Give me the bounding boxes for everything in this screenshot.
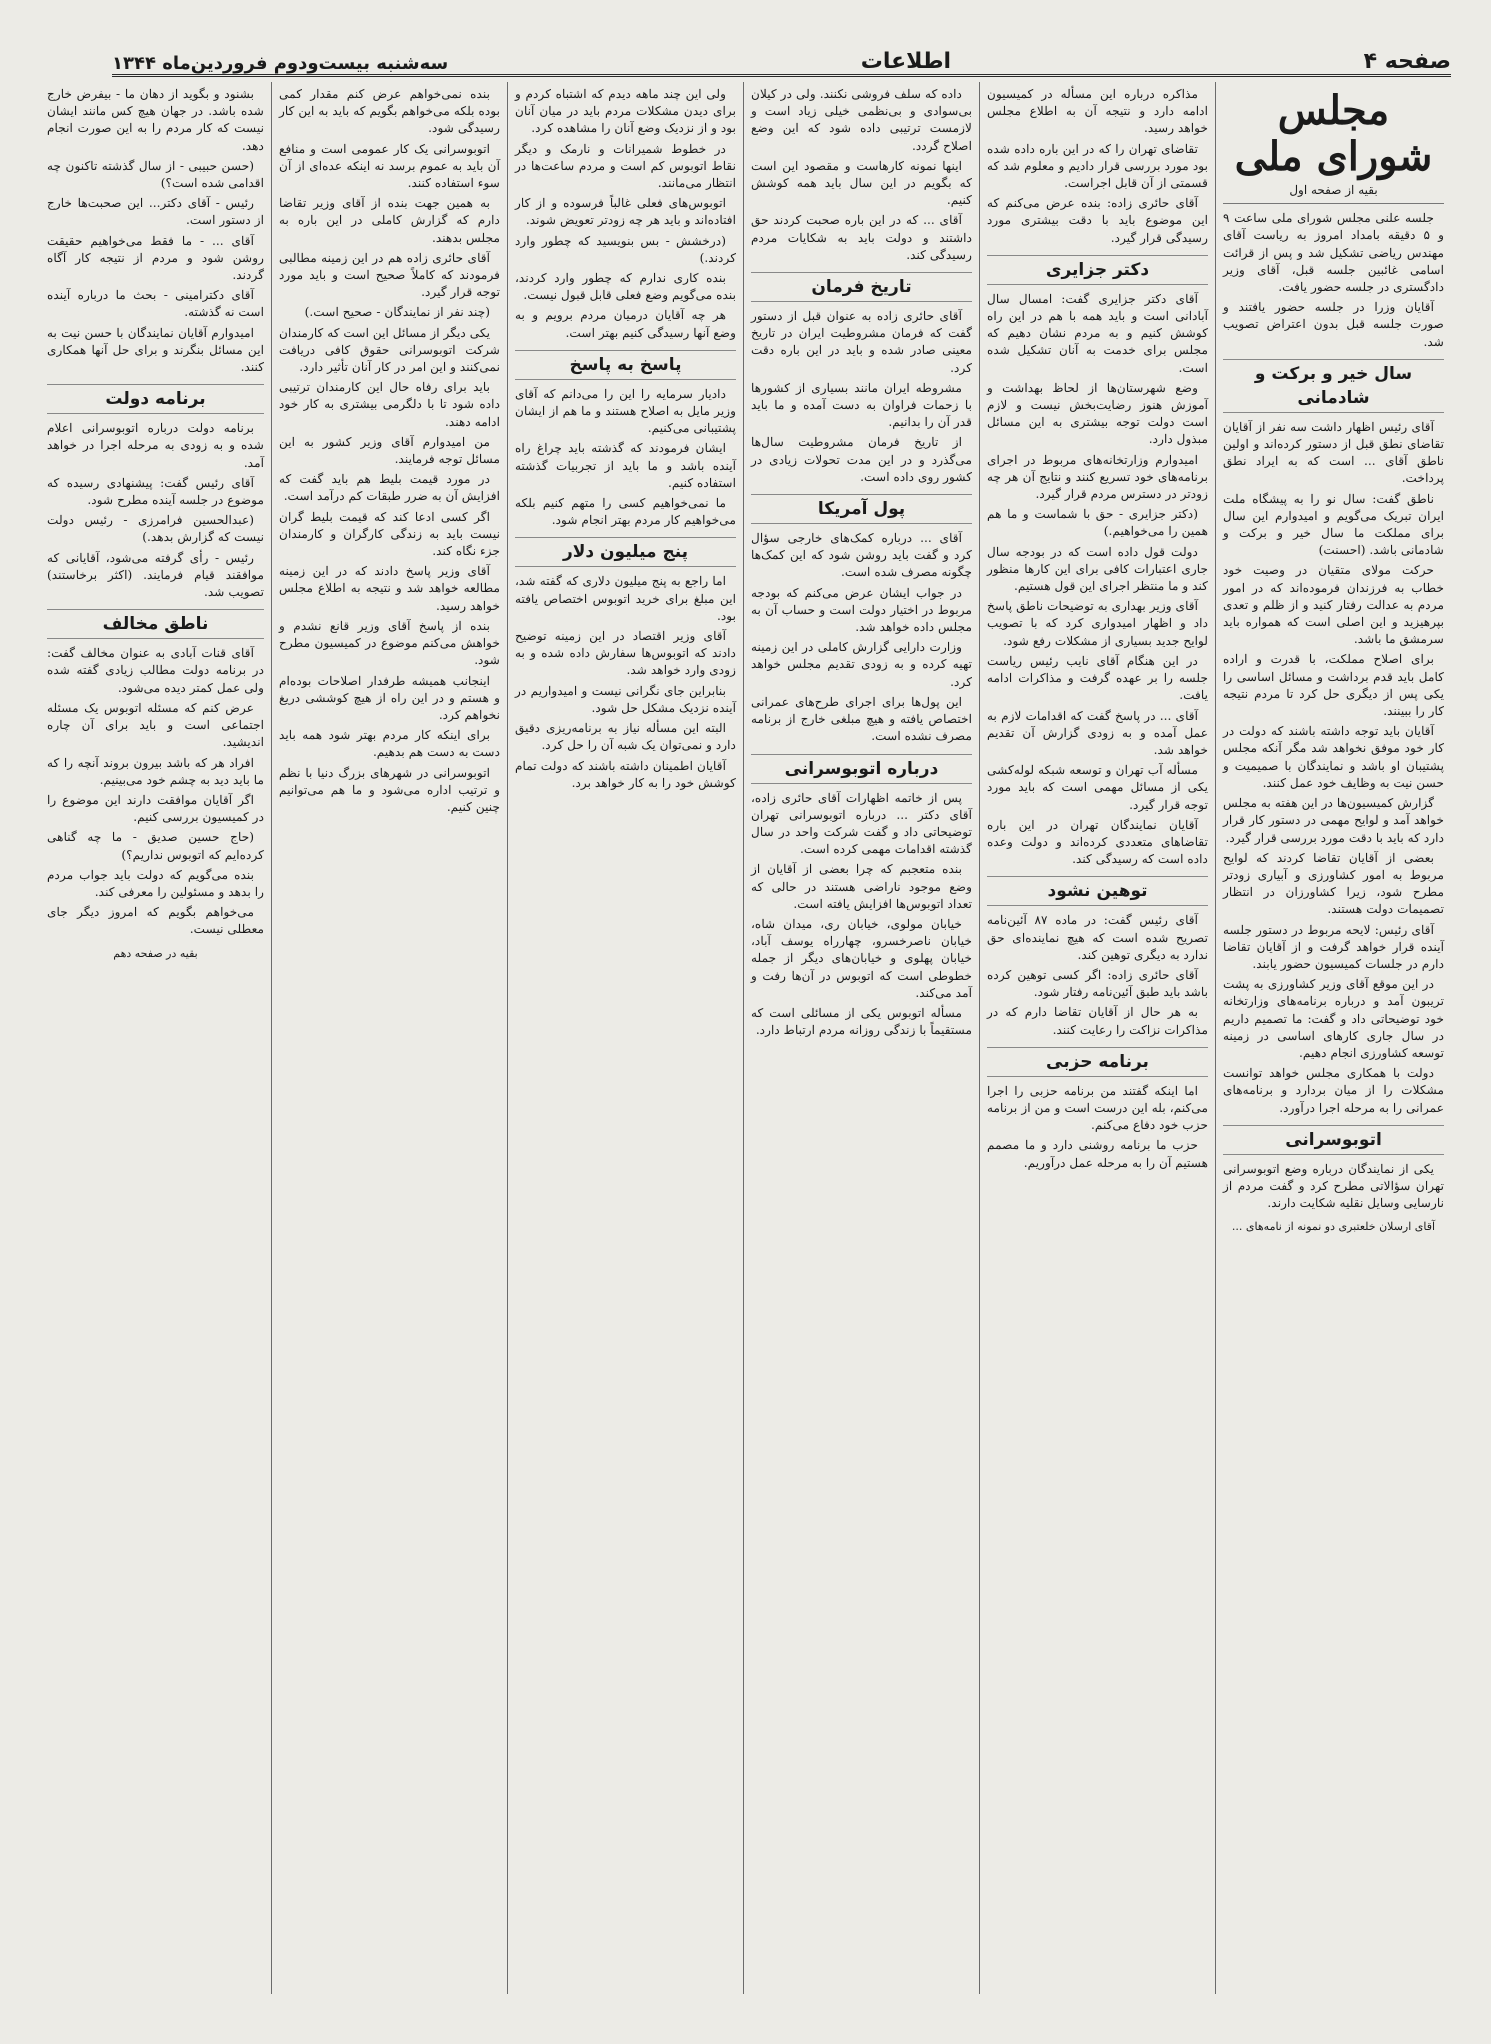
paragraph: (درخشش - بس بنویسید که چطور وارد کردند.)	[515, 233, 736, 265]
paragraph: آقای ... که در این باره صحبت کردند حق داشتند و دولت باید به شکایات مردم رسیدگی کند.	[751, 213, 972, 262]
paragraph: امیدوارم آقایان نمایندگان با حسن نیت به این مسائل بنگرند و برای حل آنها همکاری کنند.	[47, 325, 264, 375]
continuation-note: بقیه از صفحه اول	[1223, 182, 1444, 204]
paragraph: مذاکره درباره این مسأله در کمیسیون ادامه دارد و نتیجه آن به اطلاع مجلس خواهد رسید.	[987, 87, 1208, 136]
paragraph: آقای وزیر اقتصاد در این زمینه توضیح دادند که اتوبوس‌ها سفارش داده شده و به زودی وارد خواهد شد.	[515, 629, 736, 678]
paragraph: وزارت دارایی گزارش کاملی در این زمینه تهیه کرده و به زودی تقدیم مجلس خواهد کرد.	[751, 640, 972, 689]
subheading: برنامه دولت	[47, 384, 264, 414]
paragraph: ایشان فرمودند که گذشته باید چراغ راه آینده باشد و ما باید از تجربیات گذشته استفاده کنیم.	[515, 441, 736, 490]
paragraph: رئیس - رأی گرفته می‌شود، آقایانی که موافقند قیام فرمایند. (اکثر برخاستند) تصویب شد.	[47, 550, 264, 600]
paragraph: مسأله اتوبوس یکی از مسائلی است که مستقیماً با زندگی روزانه مردم ارتباط دارد.	[751, 1005, 972, 1038]
subheading: پنج میلیون دلار	[515, 537, 736, 567]
paragraph: بشنود و بگوید از دهان ما - بیفرض خارج شده باشد. در جهان هیچ کس مانند ایشان نیست که کار مردم را به این صورت انجام دهد.	[47, 87, 264, 153]
column-5	[271, 82, 507, 1994]
paragraph: حرکت مولای متقیان در وصیت خود خطاب به فرزندان فرموده‌اند که در امور مردم به عدالت رفتار کنید و از ظلم و تعدی بپرهیزید و این اصلی است که همواره باید سرمشق ما باشد.	[1223, 563, 1444, 647]
paragraph: مشروطه ایران مانند بسیاری از کشورها با زحمات فراوان به دست آمده و ما باید قدر آن را بدانیم.	[751, 380, 972, 430]
paragraph: در مورد قیمت بلیط هم باید گفت که افزایش آن به ضرر طبقات کم درآمد است.	[279, 472, 500, 504]
paragraph: بنابراین جای نگرانی نیست و امیدواریم در آینده نزدیک مشکل حل شود.	[515, 683, 736, 715]
paragraph: در این هنگام آقای نایب رئیس ریاست جلسه را بر عهده گرفت و مذاکرات ادامه یافت.	[987, 653, 1208, 703]
paragraph: دولت با همکاری مجلس خواهد توانست مشکلات را از میان بردارد و برنامه‌های عمرانی را به مرحله اجرا درآورد.	[1223, 1066, 1444, 1115]
paragraph: هر چه آقایان درمیان مردم برویم و به وضع آنها رسیدگی کنیم بهتر است.	[515, 308, 736, 340]
subheading: توهین نشود	[987, 876, 1208, 906]
paragraph: ولی این چند ماهه دیدم که اشتباه کردم و برای دیدن مشکلات مردم باید در میان آنان بود و از نزدیک وضع آنان را مشاهده کرد.	[515, 87, 736, 136]
paragraph: اگر آقایان موافقت دارند این موضوع را در کمیسیون بررسی کنیم.	[47, 792, 264, 825]
paragraph: آقای رئیس گفت: در ماده ۸۷ آئین‌نامه تصریح شده است که هیچ نماینده‌ای حق ندارد به دیگری توهین کند.	[987, 913, 1208, 962]
paragraph: آقای حائری زاده به عنوان قبل از دستور گفت که فرمان مشروطیت ایران در تاریخ معینی صادر شده و باید در این باره دقت کرد.	[751, 309, 972, 375]
page-number: صفحه ۴	[1363, 49, 1451, 74]
byline-note: آقای ارسلان خلعتبری دو نمونه از نامه‌های ...	[1231, 1220, 1436, 1234]
paragraph: ما نمی‌خواهیم کسی را متهم کنیم بلکه می‌خواهیم کار مردم بهتر انجام شود.	[515, 496, 736, 528]
paragraph: حزب ما برنامه روشنی دارد و ما مصمم هستیم آن را به مرحله عمل درآوریم.	[987, 1138, 1208, 1170]
column-6	[40, 82, 271, 1994]
paragraph: آقای ... - ما فقط می‌خواهیم حقیقت روشن شود و مردم از نتیجه کار آگاه گردند.	[47, 233, 264, 283]
paragraph: در جواب ایشان عرض می‌کنم که بودجه مربوط در اختیار دولت است و حساب آن به مجلس داده خواهد شد.	[751, 585, 972, 635]
paragraph: آقای حائری زاده: اگر کسی توهین کرده باشد باید طبق آئین‌نامه رفتار شود.	[987, 967, 1208, 1000]
paragraph: اگر کسی ادعا کند که قیمت بلیط گران نیست باید به زندگی کارگران و کارمندان جزء نگاه کند.	[279, 509, 500, 559]
paragraph: اما اینکه گفتند من برنامه حزبی را اجرا می‌کنم، بله این درست است و من از برنامه حزب خود دفاع می‌کنم.	[987, 1083, 1208, 1133]
paragraph: اما راجع به پنج میلیون دلاری که گفته شد، این مبلغ برای خرید اتوبوس اختصاص یافته بود.	[515, 574, 736, 623]
issue-date: سه‌شنبه بیست‌ودوم فروردین‌ماه ۱۳۴۴	[112, 53, 449, 74]
paragraph: وضع شهرستان‌ها از لحاظ بهداشت و آموزش هنوز رضایت‌بخش نیست و لازم است دولت توجه بیشتری به این مسائل مبذول دارد.	[987, 380, 1208, 447]
paragraph: جلسه علنی مجلس شورای ملی ساعت ۹ و ۵ دقیقه بامداد امروز به ریاست آقای مهندس ریاضی تشکیل شد و پس از قرائت اسامی غائبین جلسه قبل، آقای وزیر دادگستری در جلسه حضور یافت.	[1223, 211, 1444, 295]
paragraph: (حاج حسین صدیق - ما چه گناهی کرده‌ایم که اتوبوس نداریم؟)	[47, 830, 264, 862]
paragraph: رئیس - آقای دکتر... این صحبت‌ها خارج از دستور است.	[47, 196, 264, 228]
subheading: اتوبوسرانی	[1223, 1125, 1444, 1155]
paragraph: اینها نمونه کارهاست و مقصود این است که بگویم در این سال باید همه کوشش کنیم.	[751, 158, 972, 208]
newspaper-name: اطلاعات	[860, 49, 952, 74]
paragraph: آقای وزیر بهداری به توضیحات ناطق پاسخ داد و اظهار امیدواری کرد که با تصویب لوایح جدید بسیاری از مشکلات رفع شود.	[987, 599, 1208, 648]
paragraph: داده که سلف فروشی نکنند. ولی در کیلان بی‌سوادی و بی‌نظمی خیلی زیاد است و لازمست ترتیبی داده شود که این وضع اصلاح گردد.	[751, 87, 972, 153]
paragraph: آقایان وزرا در جلسه حضور یافتند و صورت جلسه قبل بدون اعتراض تصویب شد.	[1223, 300, 1444, 349]
subheading: درباره اتوبوسرانی	[751, 754, 972, 784]
paragraph: بنده نمی‌خواهم عرض کنم مقدار کمی بوده بلکه می‌خواهم بگویم که باید به این کار رسیدگی شود.	[279, 87, 500, 136]
paragraph: بنده می‌گویم که دولت باید جواب مردم را بدهد و مسئولین را معرفی کند.	[47, 867, 264, 899]
paragraph: آقای ... درباره کمک‌های خارجی سؤال کرد و گفت باید روشن شود که این کمک‌ها چگونه مصرف شده است.	[751, 531, 972, 580]
paragraph: از تاریخ فرمان مشروطیت سال‌ها می‌گذرد و در این مدت تحولات زیادی در کشور روی داده است.	[751, 435, 972, 484]
paragraph: (دکتر جزایری - حق با شماست و ما هم همین را می‌خواهیم.)	[987, 507, 1208, 539]
paragraph: آقای ... در پاسخ گفت که اقدامات لازم به عمل آمده و به زودی گزارش آن تقدیم خواهد شد.	[987, 708, 1208, 757]
paragraph: گزارش کمیسیون‌ها در این هفته به مجلس خواهد آمد و لوایح مهمی در دستور کار قرار دارد که باید با دقت مورد بررسی قرار گیرد.	[1223, 796, 1444, 845]
paragraph: خیابان مولوی، خیابان ری، میدان شاه، خیابان ناصرخسرو، چهارراه یوسف آباد، خیابان پهلوی و خیابان‌های دیگر از جمله خطوطی است که اتوبوس در آن‌ها رفت و آمد می‌کند.	[751, 916, 972, 1000]
article-columns	[40, 82, 1451, 1994]
paragraph: یکی دیگر از مسائل این است که کارمندان شرکت اتوبوسرانی حقوق کافی دریافت نمی‌کنند و این امر در کار آنان تأثیر دارد.	[279, 325, 500, 375]
paragraph: به همین جهت بنده از آقای وزیر تقاضا دارم که گزارش کاملی در این باره به مجلس بدهند.	[279, 196, 500, 245]
paragraph: بعضی از آقایان تقاضا کردند که لوایح مربوط به امور کشاورزی و آبیاری زودتر مطرح شود، زیرا کشاورزان در انتظار تصمیمات دولت هستند.	[1223, 850, 1444, 917]
paragraph: آقای حائری زاده: بنده عرض می‌کنم که این موضوع باید با دقت بیشتری مورد رسیدگی قرار گیرد.	[987, 196, 1208, 245]
paragraph: بنده از پاسخ آقای وزیر قانع نشدم و خواهش می‌کنم موضوع در کمیسیون مطرح شود.	[279, 618, 500, 668]
subheading: تاریخ فرمان	[751, 272, 972, 302]
paragraph: می‌خواهم بگویم که امروز دیگر جای معطلی نیست.	[47, 905, 264, 937]
paragraph: بنده کاری ندارم که چطور وارد کردند، بنده می‌گویم وضع فعلی قابل قبول نیست.	[515, 271, 736, 303]
paragraph: آقای رئیس گفت: پیشنهادی رسیده که موضوع در جلسه آینده مطرح شود.	[47, 475, 264, 508]
paragraph: پس از خاتمه اظهارات آقای حائری زاده، آقای دکتر ... درباره اتوبوسرانی تهران توضیحاتی داد و گفت شرکت واحد در سال گذشته اقدامات مهمی کرده است.	[751, 790, 972, 857]
column-4	[507, 82, 743, 1994]
subheading: دکتر جزایری	[987, 255, 1208, 285]
section-masthead: مجلس شورای ملی	[1234, 87, 1433, 180]
paragraph: امیدوارم وزارتخانه‌های مربوط در اجرای برنامه‌های خود تسریع کنند و نتایج آن هر چه زودتر در دسترس مردم قرار گیرد.	[987, 452, 1208, 502]
paragraph: یکی از نمایندگان درباره وضع اتوبوسرانی تهران سؤالاتی مطرح کرد و گفت مردم از نارسایی وسایل نقلیه شکایت دارند.	[1223, 1161, 1444, 1211]
paragraph: افراد هر که باشد بیرون بروند آنچه را که ما باید دید به چشم خود می‌بینیم.	[47, 755, 264, 787]
paragraph: آقای دکترامینی - بحث ما درباره آینده است نه گذشته.	[47, 288, 264, 320]
column-1	[1215, 82, 1451, 1994]
paragraph: برنامه دولت درباره اتوبوسرانی اعلام شده و به زودی به مرحله اجرا در خواهد آمد.	[47, 421, 264, 470]
continued-note: بقیه در صفحه دهم	[113, 946, 198, 960]
paragraph: تقاضای تهران را که در این باره داده شده بود مورد بررسی قرار دادیم و معلوم شد که قسمتی از آن قابل اجراست.	[987, 141, 1208, 191]
paragraph: البته این مسأله نیاز به برنامه‌ریزی دقیق دارد و نمی‌توان یک شبه آن را حل کرد.	[515, 721, 736, 753]
paragraph: آقای وزیر پاسخ دادند که در این زمینه مطالعه خواهد شد و نتیجه به اطلاع مجلس خواهد رسید.	[279, 564, 500, 613]
paragraph: ناطق گفت: سال نو را به پیشگاه ملت ایران تبریک می‌گویم و امیدوارم این سال برای مملکت ما سال خیر و برکت و شادمانی باشد. (احسنت)	[1223, 491, 1444, 558]
paragraph: این پول‌ها برای اجرای طرح‌های عمرانی اختصاص یافته و هیچ مبلغی خارج از برنامه مصرف نشده است.	[751, 694, 972, 744]
column-2	[979, 82, 1215, 1994]
paragraph: آقایان اطمینان داشته باشند که دولت تمام کوشش خود را به کار خواهد برد.	[515, 758, 736, 790]
paragraph: برای اینکه کار مردم بهتر شود همه باید دست به دست هم بدهیم.	[279, 728, 500, 760]
paragraph: مسأله آب تهران و توسعه شبکه لوله‌کشی یکی از مسائل مهمی است که باید مورد توجه قرار گیرد.	[987, 763, 1208, 812]
subheading: پاسخ به پاسخ	[515, 350, 736, 380]
paragraph: من امیدوارم آقای وزیر کشور به این مسائل توجه فرمایند.	[279, 434, 500, 467]
page-header	[112, 30, 1451, 77]
paragraph: در خطوط شمیرانات و نارمک و دیگر نقاط اتوبوس کم است و مردم ساعت‌ها در انتظار می‌مانند.	[515, 141, 736, 191]
subheading: سال خیر و برکت و شادمانی	[1223, 359, 1444, 413]
paragraph: اتوبوس‌های فعلی غالباً فرسوده و از کار افتاده‌اند و باید هر چه زودتر تعویض شوند.	[515, 196, 736, 228]
paragraph: عرض کنم که مسئله اتوبوس یک مسئله اجتماعی است و باید برای آن چاره اندیشید.	[47, 700, 264, 750]
paragraph: آقای رئیس اظهار داشت سه نفر از آقایان تقاضای نطق قبل از دستور کرده‌اند و اولین ناطق آقای ... است که به ایراد نطق پرداخت.	[1223, 419, 1444, 486]
paragraph: آقای قنات آبادی به عنوان مخالف گفت: در برنامه دولت مطالب زیادی گفته شده ولی عمل کمتر دیده می‌شود.	[47, 646, 264, 695]
paragraph: دولت قول داده است که در بودجه سال جاری اعتبارات کافی برای این کارها منظور کند و ما منتظر اجرای این قول هستیم.	[987, 544, 1208, 594]
paragraph: اینجانب همیشه طرفدار اصلاحات بوده‌ام و هستم و در این راه از هیچ کوششی دریغ نخواهم کرد.	[279, 673, 500, 722]
subheading: برنامه حزبی	[987, 1047, 1208, 1077]
subheading: ناطق مخالف	[47, 609, 264, 639]
paragraph: آقایان باید توجه داشته باشند که دولت در کار خود موفق نخواهد شد مگر آنکه مجلس پشتیبان او باشد و نمایندگان با صمیمیت و حسن نیت به وظایف خود عمل کنند.	[1223, 724, 1444, 790]
paragraph: اتوبوسرانی یک کار عمومی است و منافع آن باید به عموم برسد نه اینکه عده‌ای از آن سوء استفاده کنند.	[279, 141, 500, 191]
paragraph: آقای حائری زاده هم در این زمینه مطالبی فرمودند که کاملاً صحیح است و باید مورد توجه قرار گیرد.	[279, 250, 500, 300]
paragraph: در این موقع آقای وزیر کشاورزی به پشت تریبون آمد و درباره برنامه‌های وزارتخانه خود توضیحاتی داد و گفت: ما تصمیم داریم در سال جاری کارهای اساسی در زمینه توسعه کشاورزی انجام دهیم.	[1223, 977, 1444, 1060]
paragraph: برای اصلاح مملکت، با قدرت و اراده کامل باید قدم برداشت و مسائل اساسی را یکی پس از دیگری حل کرد تا مردم نتیجه کار را ببینند.	[1223, 652, 1444, 719]
paragraph: بنده متعجبم که چرا بعضی از آقایان از وضع موجود ناراضی هستند در حالی که تعداد اتوبوس‌ها افزایش یافته است.	[751, 862, 972, 911]
paragraph: (عبدالحسین فرامرزی - رئیس دولت نیست که گزارش بدهد.)	[47, 513, 264, 545]
paragraph: باید برای رفاه حال این کارمندان ترتیبی داده شود تا با دلگرمی بیشتری به کار خود ادامه دهند.	[279, 380, 500, 429]
paragraph: (حسن حبیبی - از سال گذشته تاکنون چه اقدامی شده است؟)	[47, 158, 264, 191]
paragraph: دادیار سرمایه را این را می‌دانم که آقای وزیر مایل به اصلاح هستند و ما هم از ایشان پشتیبانی می‌کنیم.	[515, 386, 736, 436]
paragraph: آقایان نمایندگان تهران در این باره تقاضاهای متعددی کرده‌اند و دولت وعده داده است که رسیدگی کند.	[987, 817, 1208, 867]
paragraph: آقای دکتر جزایری گفت: امسال سال آبادانی است و باید همه با هم در این راه کوشش کنیم و به مردم نشان دهیم که مجلس برای خدمت به آنان تشکیل شده است.	[987, 291, 1208, 375]
paragraph: به هر حال از آقایان تقاضا دارم که در مذاکرات نزاکت را رعایت کنند.	[987, 1005, 1208, 1037]
paragraph: (چند نفر از نمایندگان - صحیح است.)	[304, 305, 490, 320]
subheading: پول آمریکا	[751, 494, 972, 524]
paragraph: اتوبوسرانی در شهرهای بزرگ دنیا با نظم و ترتیب اداره می‌شود و ما هم می‌توانیم چنین کنیم.	[279, 765, 500, 814]
paragraph: آقای رئیس: لایحه مربوط در دستور جلسه آینده قرار خواهد گرفت و از آقایان تقاضا دارم در جلسات کمیسیون حضور یابند.	[1223, 922, 1444, 971]
column-3	[743, 82, 979, 1994]
